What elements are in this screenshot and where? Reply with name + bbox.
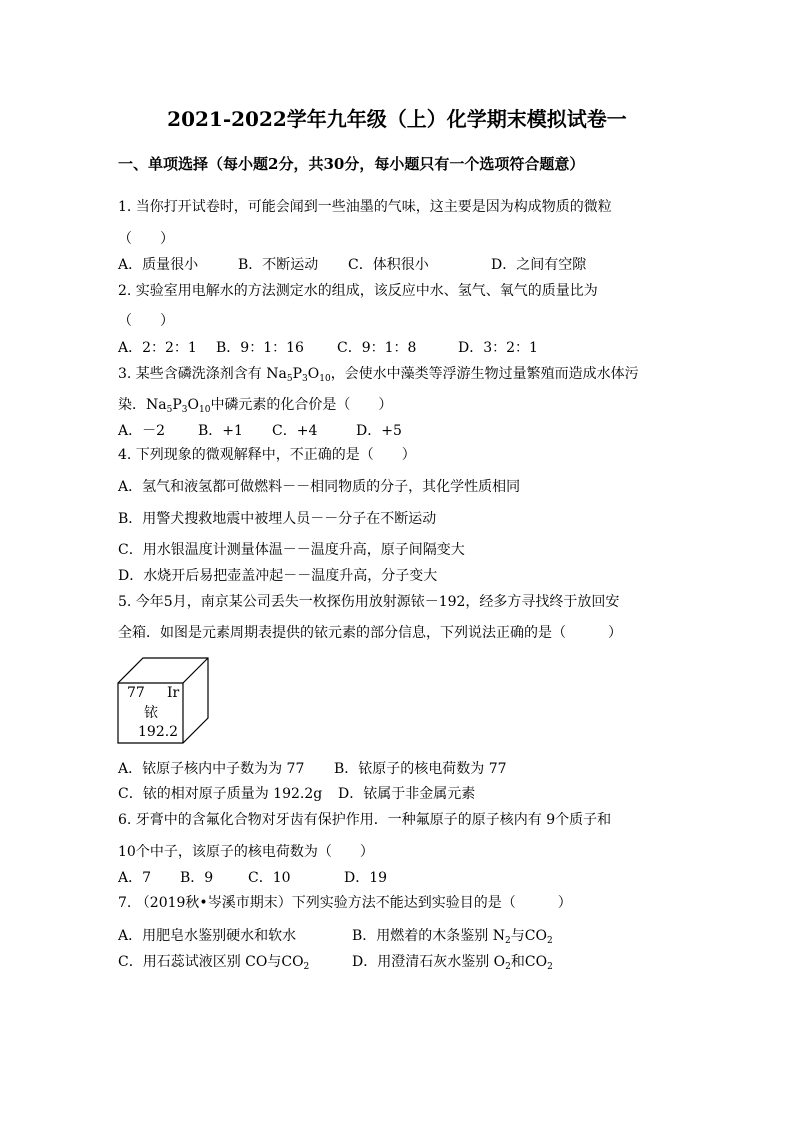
option-c: C．用石蕊试液区别 CO与$CO_2$ [118,954,310,972]
option-d: D．用澄清石灰水鉴别 $O_2$和$CO_2$ [352,954,553,972]
question-1-paren: （ ） [118,231,174,247]
question-1-options [118,256,586,274]
option-c: C．铱的相对原子质量为 192.2g [118,786,323,802]
option-d: D．+5 [356,423,402,439]
option-b: B．+1 [198,423,243,439]
question-6-stem-line2: 10个中子，该原子的核电荷数为（ ） [118,844,374,860]
question-2-options [118,339,538,357]
question-7-stem: 7. （2019秋•岑溪市期末）下列实验方法不能达到实验目的是（ ） [118,895,572,911]
atomic-mass: 192.2 [138,724,179,740]
question-6-options [118,869,387,887]
question-5-options-ab [118,760,507,778]
option-a: A．质量很小 [118,257,199,273]
question-6-stem: 6. 牙膏中的含氟化合物对牙齿有保护作用．一种氟原子的原子核内有 9个质子和 [118,812,612,828]
question-4-option-a: A．氢气和液氢都可做燃料－－相同物质的分子，其化学性质相同 [118,479,521,495]
option-a: A．7 [118,870,152,886]
option-d: D．19 [344,870,388,886]
page-title: 2021-2022学年九年级（上）化学期末模拟试卷一 [167,107,627,131]
option-b: B．铱原子的核电荷数为 77 [334,761,507,777]
question-7-options-ab [118,927,553,945]
option-b: B．不断运动 [238,257,319,273]
question-3-options [118,422,402,440]
option-c: C．9：1：8 [337,340,417,356]
question-1-stem: 1. 当你打开试卷时，可能会闻到一些油墨的气味，这主要是因为构成物质的微粒 [118,199,612,215]
option-a: A．2：2：1 [118,340,197,356]
periodic-element-card [117,657,213,749]
option-d: D．铱属于非金属元素 [338,786,476,802]
option-d: D．3：2：1 [458,340,538,356]
option-b: B．9 [180,870,214,886]
element-symbol: Ir [167,685,180,701]
option-c: C．体积很小 [348,257,429,273]
section-heading: 一、单项选择（每小题2分，共30分，每小题只有一个选项符合题意） [118,155,585,173]
option-a: A．－2 [118,423,166,439]
question-5-stem: 5. 今年5月，南京某公司丢失一枚探伤用放射源铱－192，经多方寻找终于放回安 [118,594,620,610]
question-7-options-cd [118,953,553,971]
question-5-options-cd [118,785,475,803]
option-c: C．+4 [272,423,318,439]
question-4-option-d: D．水烧开后易把壶盖冲起－－温度升高，分子变大 [118,568,438,584]
option-a: A．铱原子核内中子数为为 77 [118,761,305,777]
option-a: A．用肥皂水鉴别硬水和软水 [118,928,297,944]
question-4-stem: 4. 下列现象的微观解释中，不正确的是（ ） [118,447,416,463]
question-2-stem: 2. 实验室用电解水的方法测定水的组成，该反应中水、氢气、氧气的质量比为 [118,283,598,299]
question-4-option-c: C．用水银温度计测量体温－－温度升高，原子间隔变大 [118,542,465,558]
question-3-stem-line2: 染．$Na_5P_3O_{10}$中磷元素的化合价是（ ） [118,397,393,415]
option-d: D．之间有空隙 [491,257,587,273]
question-4-option-b: B．用警犬搜救地震中被埋人员－－分子在不断运动 [118,511,437,527]
option-c: C．10 [248,870,291,886]
atomic-number: 77 [127,685,145,701]
element-name: 铱 [144,705,158,721]
option-b: B．用燃着的木条鉴别 $N_2$与$CO_2$ [352,928,553,946]
question-3-stem: 3. 某些含磷洗涤剂含有 $Na_5P_3O_{10}$，会使水中藻类等浮游生物过量繁殖而造成水体污 [118,366,639,384]
option-b: B．9：1：16 [216,340,304,356]
question-2-paren: （ ） [118,313,174,329]
question-5-stem-line2: 全箱．如图是元素周期表提供的铱元素的部分信息，下列说法正确的是（ ） [118,625,622,641]
